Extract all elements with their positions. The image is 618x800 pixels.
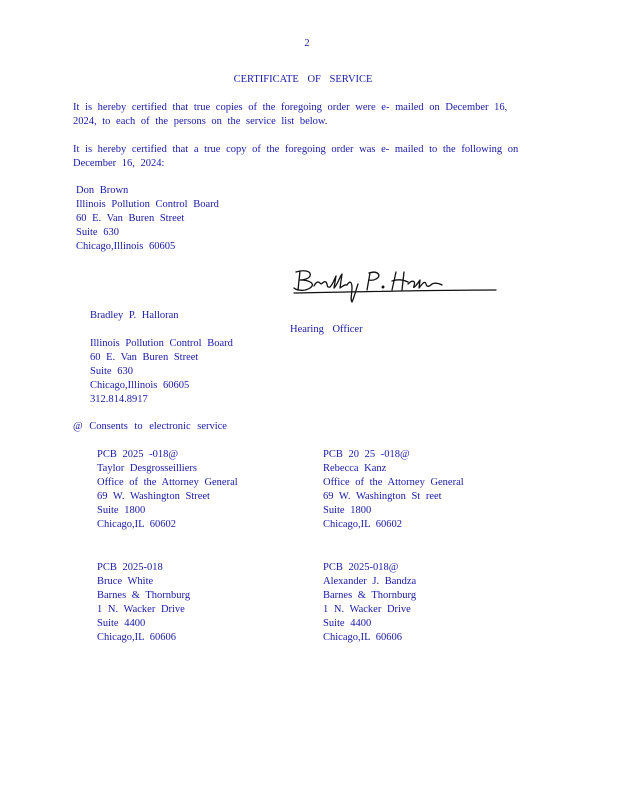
party-city: Chicago,IL 60606	[97, 632, 177, 643]
first-recipient-address	[76, 184, 219, 254]
signer-street: 60 E. Van Buren Street	[90, 352, 199, 363]
party-name: Bruce White	[97, 576, 154, 587]
recipient-name: Don Brown	[76, 185, 129, 196]
certification-paragraph-2: It is hereby certified that a true copy of the foregoing order was e- mailed to the following on December 16, 2024:	[73, 144, 519, 169]
party-organization: Barnes & Thornburg	[97, 590, 191, 601]
party-city: Chicago,IL 60602	[97, 519, 177, 530]
recipient-city: Chicago,Illinois 60605	[76, 241, 176, 252]
signer-name: Bradley P. Halloran	[90, 310, 179, 321]
party-city: Chicago,IL 60602	[323, 519, 403, 530]
signer-phone: 312.814.8917	[90, 394, 148, 405]
party-suite: Suite 4400	[323, 618, 372, 629]
consent-note: @ Consents to electronic service	[73, 421, 227, 432]
party-organization: Office of the Attorney General	[97, 477, 238, 488]
party-organization: Office of the Attorney General	[323, 477, 464, 488]
party-organization: Barnes & Thornburg	[323, 590, 417, 601]
signer-address	[90, 309, 233, 407]
service-list-entry	[97, 448, 238, 532]
party-street: 69 W. Washington Street	[97, 491, 210, 502]
signer-title: Hearing Officer	[290, 324, 363, 335]
signer-organization: Illinois Pollution Control Board	[90, 338, 233, 349]
party-street: 1 N. Wacker Drive	[97, 604, 185, 615]
party-name: Alexander J. Bandza	[323, 576, 417, 587]
service-list-entry	[323, 561, 416, 645]
case-number: PCB 2025-018@	[323, 562, 399, 573]
party-street: 69 W. Washington St reet	[323, 491, 442, 502]
party-name: Taylor Desgrosseilliers	[97, 463, 197, 474]
signer-city: Chicago,Illinois 60605	[90, 380, 190, 391]
case-number: PCB 2025-018	[97, 562, 163, 573]
service-list-entry	[323, 448, 464, 532]
case-number: PCB 20 25 -018@	[323, 449, 410, 460]
party-suite: Suite 1800	[97, 505, 146, 516]
party-city: Chicago,IL 60606	[323, 632, 403, 643]
certificate-title: CERTIFICATE OF SERVICE	[233, 74, 373, 85]
recipient-organization: Illinois Pollution Control Board	[76, 199, 219, 210]
recipient-street: 60 E. Van Buren Street	[76, 213, 185, 224]
party-name: Rebecca Kanz	[323, 463, 387, 474]
handwritten-signature	[292, 266, 498, 306]
party-suite: Suite 1800	[323, 505, 372, 516]
party-street: 1 N. Wacker Drive	[323, 604, 411, 615]
service-list-entry	[97, 561, 190, 645]
signer-spacer	[90, 323, 233, 337]
case-number: PCB 2025 -018@	[97, 449, 179, 460]
certification-paragraph-1: It is hereby certified that true copies of the foregoing order were e- mailed on December 16, 2024, to each of the persons on the service list below.	[73, 102, 508, 127]
recipient-suite: Suite 630	[76, 227, 119, 238]
party-suite: Suite 4400	[97, 618, 146, 629]
page-number: 2	[304, 38, 310, 49]
signer-suite: Suite 630	[90, 366, 133, 377]
